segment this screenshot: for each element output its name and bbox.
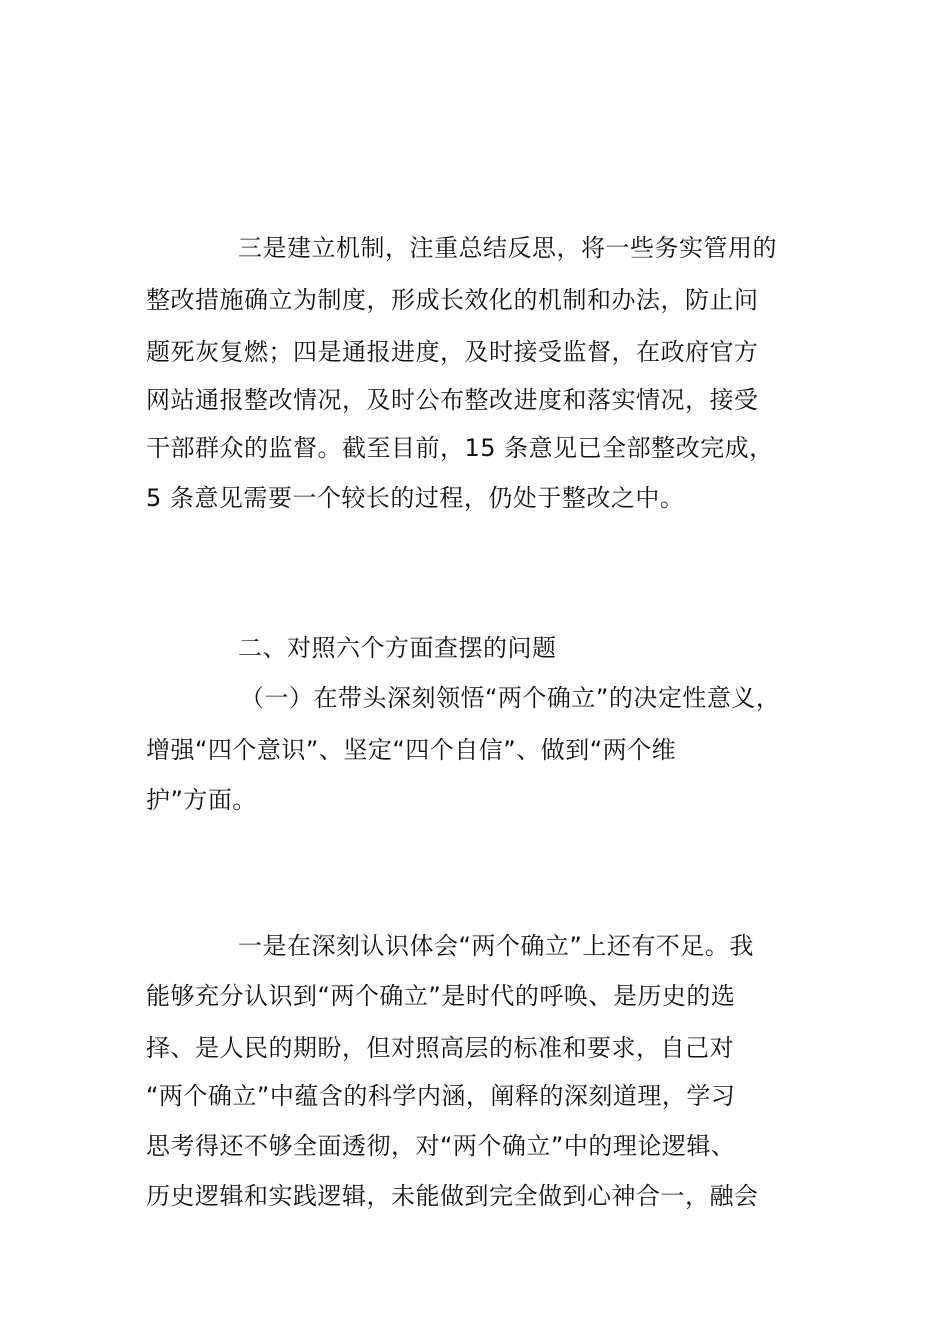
text-line: 整改措施确立为制度，形成长效化的机制和办法，防止问 (146, 286, 759, 314)
text-line: 护”方面。 (146, 786, 257, 814)
text-line: 能够充分认识到“两个确立”是时代的呼唤、是历史的选 (146, 982, 736, 1010)
text-line: 择、是人民的期盼，但对照高层的标准和要求，自己对 (146, 1034, 734, 1062)
text-line: 干部群众的监督。截至目前，15 条意见已全部整改完成， (146, 434, 774, 462)
text-line: “两个确立”中蕴含的科学内涵，阐释的深刻道理，学习 (146, 1082, 736, 1110)
text-line: 增强“四个意识”、坚定“四个自信”、做到“两个维 (146, 736, 677, 764)
text-line: 网站通报整改情况，及时公布整改进度和落实情况，接受 (146, 386, 759, 414)
text-line: （一）在带头深刻领悟“两个确立”的决定性意义， (240, 684, 781, 712)
section-heading: 二、对照六个方面查摆的问题 (238, 634, 557, 662)
text-line: 一是在深刻认识体会“两个确立”上还有不足。我 (238, 932, 754, 960)
text-line: 历史逻辑和实践逻辑，未能做到完全做到心神合一，融会 (146, 1182, 759, 1210)
text-line: 题死灰复燃；四是通报进度，及时接受监督，在政府官方 (146, 338, 759, 366)
text-line: 三是建立机制，注重总结反思，将一些务实管用的 (238, 234, 777, 262)
text-line: 思考得还不够全面透彻，对“两个确立”中的理论逻辑、 (146, 1132, 736, 1160)
text-line: 5 条意见需要一个较长的过程，仍处于整改之中。 (146, 484, 685, 512)
